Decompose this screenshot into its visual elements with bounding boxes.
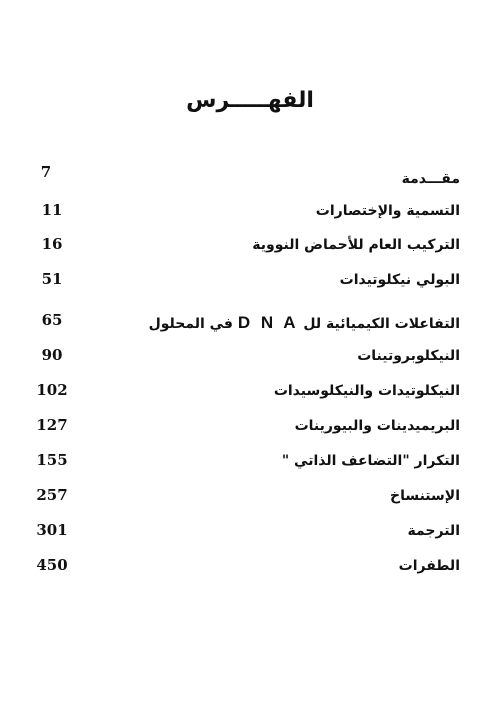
toc-page-number: 127 [36,416,68,434]
toc-row-dna-reactions[interactable] [0,313,500,339]
toc-page-number: 16 [41,235,63,253]
toc-label: التسمية والإختصارات [315,203,460,219]
toc-label-dna: D N A [237,313,299,332]
toc-label: النيكلوبروتينات [357,348,460,364]
toc-label: الإستنساخ [389,488,460,504]
toc-label: التكرار "التضاعف الذاتي " [281,453,460,469]
toc-page-number: 90 [41,346,63,364]
toc-row-nucleotides-nucleosides[interactable] [0,383,500,409]
page-title: الفهـــــرس [186,88,314,113]
toc-label: النيكلوتيدات والنيكلوسيدات [273,383,460,399]
toc-label: الطفرات [398,558,460,574]
toc-label: التركيب العام للأحماض النووية [252,237,460,253]
toc-page-number: 7 [40,163,52,181]
toc-label [149,313,460,333]
toc-row-nucleic-acid-structure[interactable] [0,237,500,263]
toc-page-number: 65 [41,311,63,329]
toc-label: الترجمة [407,523,460,539]
toc-label-part: التفاعلات الكيميائية لل [303,316,460,332]
toc-label-part: في المحلول [148,316,233,332]
toc-page-number: 301 [36,521,68,539]
toc-row-pyrimidines-purines[interactable] [0,418,500,444]
toc-row-transcription[interactable] [0,488,500,514]
toc-page-number: 257 [36,486,68,504]
toc-row-nucleoproteins[interactable] [0,348,500,374]
toc-page-number: 155 [36,451,68,469]
toc-row-nomenclature[interactable] [0,203,500,229]
toc-row-introduction[interactable] [0,165,500,191]
toc-label: مقـــدمة [401,171,460,187]
toc-row-mutations[interactable] [0,558,500,584]
toc-row-translation[interactable] [0,523,500,549]
toc-page-number: 11 [41,201,63,219]
toc-page-number: 51 [41,270,63,288]
toc-row-polynucleotides[interactable] [0,272,500,298]
toc-label: البريميدينات والبيورينات [294,418,460,434]
toc-page-number: 102 [36,381,68,399]
toc-page-number: 450 [36,556,68,574]
toc-label: البولي نيكلوتيدات [339,272,460,288]
toc-row-replication[interactable] [0,453,500,479]
